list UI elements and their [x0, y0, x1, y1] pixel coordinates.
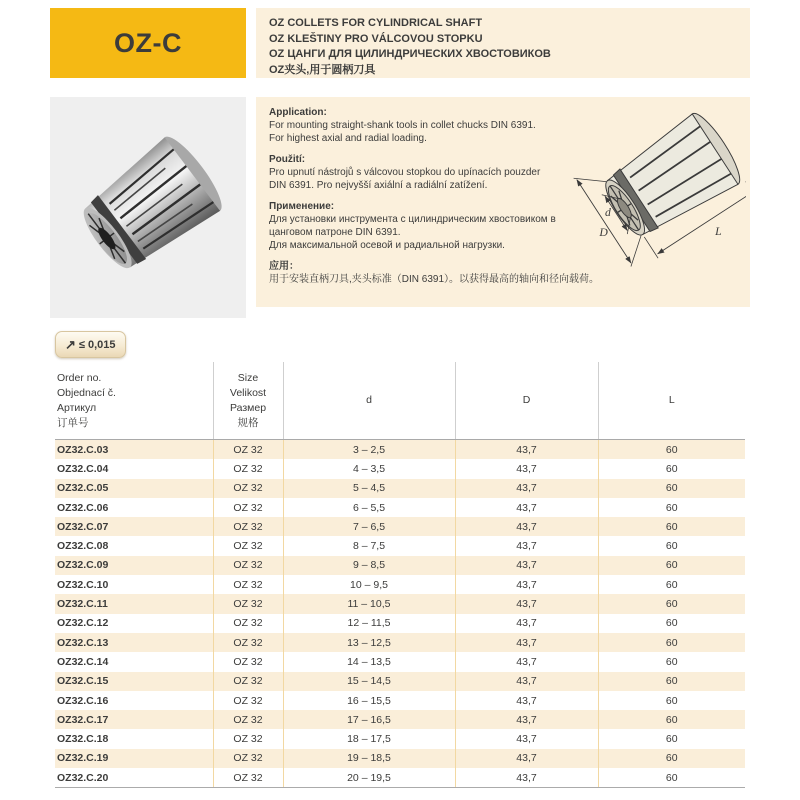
dim-label-D: D	[599, 225, 608, 239]
d-value-cell: 15 – 14,5	[283, 672, 455, 691]
application-text-line: Для установки инструмента с цилиндрическим хвостовиком в	[269, 214, 556, 225]
spec-row	[55, 459, 745, 478]
application-text-line: цанговом патроне DIN 6391.	[269, 227, 401, 238]
application-box	[256, 97, 750, 307]
L-value-cell: 60	[665, 675, 678, 688]
order-no-cell: OZ32.C.05	[55, 479, 213, 498]
order-no-cell: OZ32.C.11	[55, 594, 213, 613]
dim-label-L: L	[715, 225, 722, 239]
d-value-cell: 16 – 15,5	[283, 691, 455, 710]
d-value-cell: 3 – 2,5	[283, 440, 455, 460]
D-value-cell: 43,7	[455, 691, 598, 710]
d-value-cell: 11 – 10,5	[283, 594, 455, 613]
spec-row	[55, 536, 745, 555]
order-no-cell: OZ32.C.04	[55, 459, 213, 478]
D-value-cell: 43,7	[455, 498, 598, 517]
L-value-cell: 60	[665, 501, 678, 514]
header-line: d	[366, 394, 372, 406]
size-cell: OZ 32	[213, 710, 283, 729]
size-cell: OZ 32	[213, 614, 283, 633]
d-value-cell: 9 – 8,5	[283, 556, 455, 575]
size-cell: OZ 32	[213, 594, 283, 613]
spec-row	[55, 498, 745, 517]
d-value-cell: 20 – 19,5	[283, 768, 455, 788]
application-text	[269, 106, 743, 286]
column-header-D	[455, 362, 598, 440]
size-cell: OZ 32	[213, 749, 283, 768]
L-value-cell: 60	[665, 462, 678, 475]
size-cell: OZ 32	[213, 479, 283, 498]
size-cell: OZ 32	[213, 459, 283, 478]
header-line: Size	[237, 371, 259, 384]
header-line: Velikost	[229, 386, 267, 399]
d-value-cell: 19 – 18,5	[283, 749, 455, 768]
product-photo	[50, 97, 246, 318]
d-value-cell: 12 – 11,5	[283, 614, 455, 633]
spec-row	[55, 633, 745, 652]
application-text-line: Pro upnutí nástrojů s válcovou stopkou do upínacích pouzder	[269, 167, 541, 178]
D-value-cell: 43,7	[455, 633, 598, 652]
order-no-cell: OZ32.C.18	[55, 729, 213, 748]
order-no-cell: OZ32.C.13	[55, 633, 213, 652]
size-cell: OZ 32	[213, 652, 283, 671]
size-cell: OZ 32	[213, 691, 283, 710]
header-line: Order no.	[57, 371, 102, 384]
title-box	[256, 8, 750, 78]
spec-row	[55, 556, 745, 575]
size-cell: OZ 32	[213, 729, 283, 748]
product-code-box	[50, 8, 246, 78]
L-value-cell: 60	[665, 598, 678, 611]
size-cell: OZ 32	[213, 575, 283, 594]
order-no-cell: OZ32.C.15	[55, 672, 213, 691]
header-line: Размер	[229, 401, 267, 414]
title-line: OZ KLEŠTINY PRO VÁLCOVOU STOPKU	[269, 32, 483, 45]
D-value-cell: 43,7	[455, 440, 598, 460]
dim-label-d: d	[605, 205, 611, 219]
size-cell: OZ 32	[213, 633, 283, 652]
order-no-cell: OZ32.C.07	[55, 517, 213, 536]
application-heading: Применение:	[269, 201, 335, 212]
spec-row	[55, 440, 745, 460]
d-value-cell: 13 – 12,5	[283, 633, 455, 652]
runout-badge	[55, 331, 126, 358]
application-heading: Application:	[269, 107, 327, 118]
d-value-cell: 7 – 6,5	[283, 517, 455, 536]
spec-row	[55, 652, 745, 671]
spec-row	[55, 614, 745, 633]
D-value-cell: 43,7	[455, 459, 598, 478]
column-header-L	[598, 362, 745, 440]
D-value-cell: 43,7	[455, 517, 598, 536]
order-no-cell: OZ32.C.09	[55, 556, 213, 575]
column-header-size	[213, 362, 283, 440]
L-value-cell: 60	[665, 752, 678, 765]
d-value-cell: 4 – 3,5	[283, 459, 455, 478]
L-value-cell: 60	[665, 713, 678, 726]
application-text-line: DIN 6391. Pro nejvyšší axiální a radiální zatížení.	[269, 180, 488, 191]
header-line: D	[522, 394, 531, 406]
order-no-cell: OZ32.C.10	[55, 575, 213, 594]
header-line: L	[668, 394, 675, 406]
size-cell: OZ 32	[213, 768, 283, 788]
D-value-cell: 43,7	[455, 672, 598, 691]
application-text-line: For mounting straight-shank tools in collet chucks DIN 6391.	[269, 120, 536, 131]
D-value-cell: 43,7	[455, 536, 598, 555]
spec-row	[55, 768, 745, 788]
L-value-cell: 60	[665, 520, 678, 533]
application-text-line: 用于安装直柄刀具,夹头标准（DIN 6391）。以获得最高的轴向和径向载荷。	[269, 274, 600, 285]
application-section	[269, 106, 743, 145]
title-line: OZ COLLETS FOR CYLINDRICAL SHAFT	[269, 17, 483, 29]
application-heading: 应用：	[269, 261, 299, 272]
d-value-cell: 10 – 9,5	[283, 575, 455, 594]
d-value-cell: 18 – 17,5	[283, 729, 455, 748]
spec-row	[55, 575, 745, 594]
application-section	[269, 153, 743, 192]
header-line: 订单号	[57, 416, 89, 429]
D-value-cell: 43,7	[455, 652, 598, 671]
column-header-d	[283, 362, 455, 440]
L-value-cell: 60	[665, 655, 678, 668]
d-value-cell: 14 – 13,5	[283, 652, 455, 671]
D-value-cell: 43,7	[455, 749, 598, 768]
collet-photo-illustration	[50, 97, 246, 318]
application-section	[269, 200, 743, 252]
spec-row	[55, 749, 745, 768]
D-value-cell: 43,7	[455, 768, 598, 788]
size-cell: OZ 32	[213, 440, 283, 460]
D-value-cell: 43,7	[455, 594, 598, 613]
D-value-cell: 43,7	[455, 556, 598, 575]
size-cell: OZ 32	[213, 517, 283, 536]
spec-row	[55, 710, 745, 729]
spec-row	[55, 729, 745, 748]
header-line: Артикул	[57, 401, 97, 414]
L-value-cell: 60	[665, 617, 678, 630]
L-value-cell: 60	[665, 636, 678, 649]
d-value-cell: 6 – 5,5	[283, 498, 455, 517]
spec-row	[55, 672, 745, 691]
application-heading: Použití:	[269, 154, 306, 165]
spec-row	[55, 517, 745, 536]
title-line: OZ夹头,用于圆柄刀具	[269, 63, 376, 76]
size-cell: OZ 32	[213, 498, 283, 517]
application-text-line: Для максимальной осевой и радиальной нагрузки.	[269, 240, 505, 251]
column-header-order-no	[55, 362, 213, 440]
runout-value: ≤ 0,015	[78, 338, 116, 351]
d-value-cell: 8 – 7,5	[283, 536, 455, 555]
order-no-cell: OZ32.C.03	[55, 440, 213, 460]
header-line: 规格	[237, 416, 259, 429]
D-value-cell: 43,7	[455, 729, 598, 748]
runout-arrow-icon: ↗	[65, 337, 76, 352]
order-no-cell: OZ32.C.12	[55, 614, 213, 633]
order-no-cell: OZ32.C.06	[55, 498, 213, 517]
spec-row	[55, 594, 745, 613]
size-cell: OZ 32	[213, 672, 283, 691]
L-value-cell: 60	[665, 559, 678, 572]
size-cell: OZ 32	[213, 556, 283, 575]
order-no-cell: OZ32.C.16	[55, 691, 213, 710]
spec-row	[55, 691, 745, 710]
application-text-line: For highest axial and radial loading.	[269, 133, 427, 144]
title-line: OZ ЦАНГИ ДЛЯ ЦИЛИНДРИЧЕСКИХ ХВОСТОВИКОВ	[269, 48, 551, 60]
order-no-cell: OZ32.C.17	[55, 710, 213, 729]
d-value-cell: 5 – 4,5	[283, 479, 455, 498]
D-value-cell: 43,7	[455, 479, 598, 498]
order-no-cell: OZ32.C.20	[55, 768, 213, 788]
spec-row	[55, 479, 745, 498]
specifications-table	[55, 362, 745, 788]
d-value-cell: 17 – 16,5	[283, 710, 455, 729]
application-section	[269, 260, 743, 286]
L-value-cell: 60	[665, 443, 678, 456]
D-value-cell: 43,7	[455, 710, 598, 729]
L-value-cell: 60	[665, 482, 678, 495]
L-value-cell: 60	[665, 694, 678, 707]
order-no-cell: OZ32.C.14	[55, 652, 213, 671]
L-value-cell: 60	[665, 540, 678, 553]
D-value-cell: 43,7	[455, 614, 598, 633]
order-no-cell: OZ32.C.08	[55, 536, 213, 555]
table-header-row	[55, 362, 745, 440]
order-no-cell: OZ32.C.19	[55, 749, 213, 768]
product-code: OZ-C	[114, 27, 182, 58]
size-cell: OZ 32	[213, 536, 283, 555]
L-value-cell: 60	[598, 768, 745, 788]
L-value-cell: 60	[665, 578, 678, 591]
header-line: Objednací č.	[57, 386, 116, 399]
L-value-cell: 60	[665, 733, 678, 746]
D-value-cell: 43,7	[455, 575, 598, 594]
